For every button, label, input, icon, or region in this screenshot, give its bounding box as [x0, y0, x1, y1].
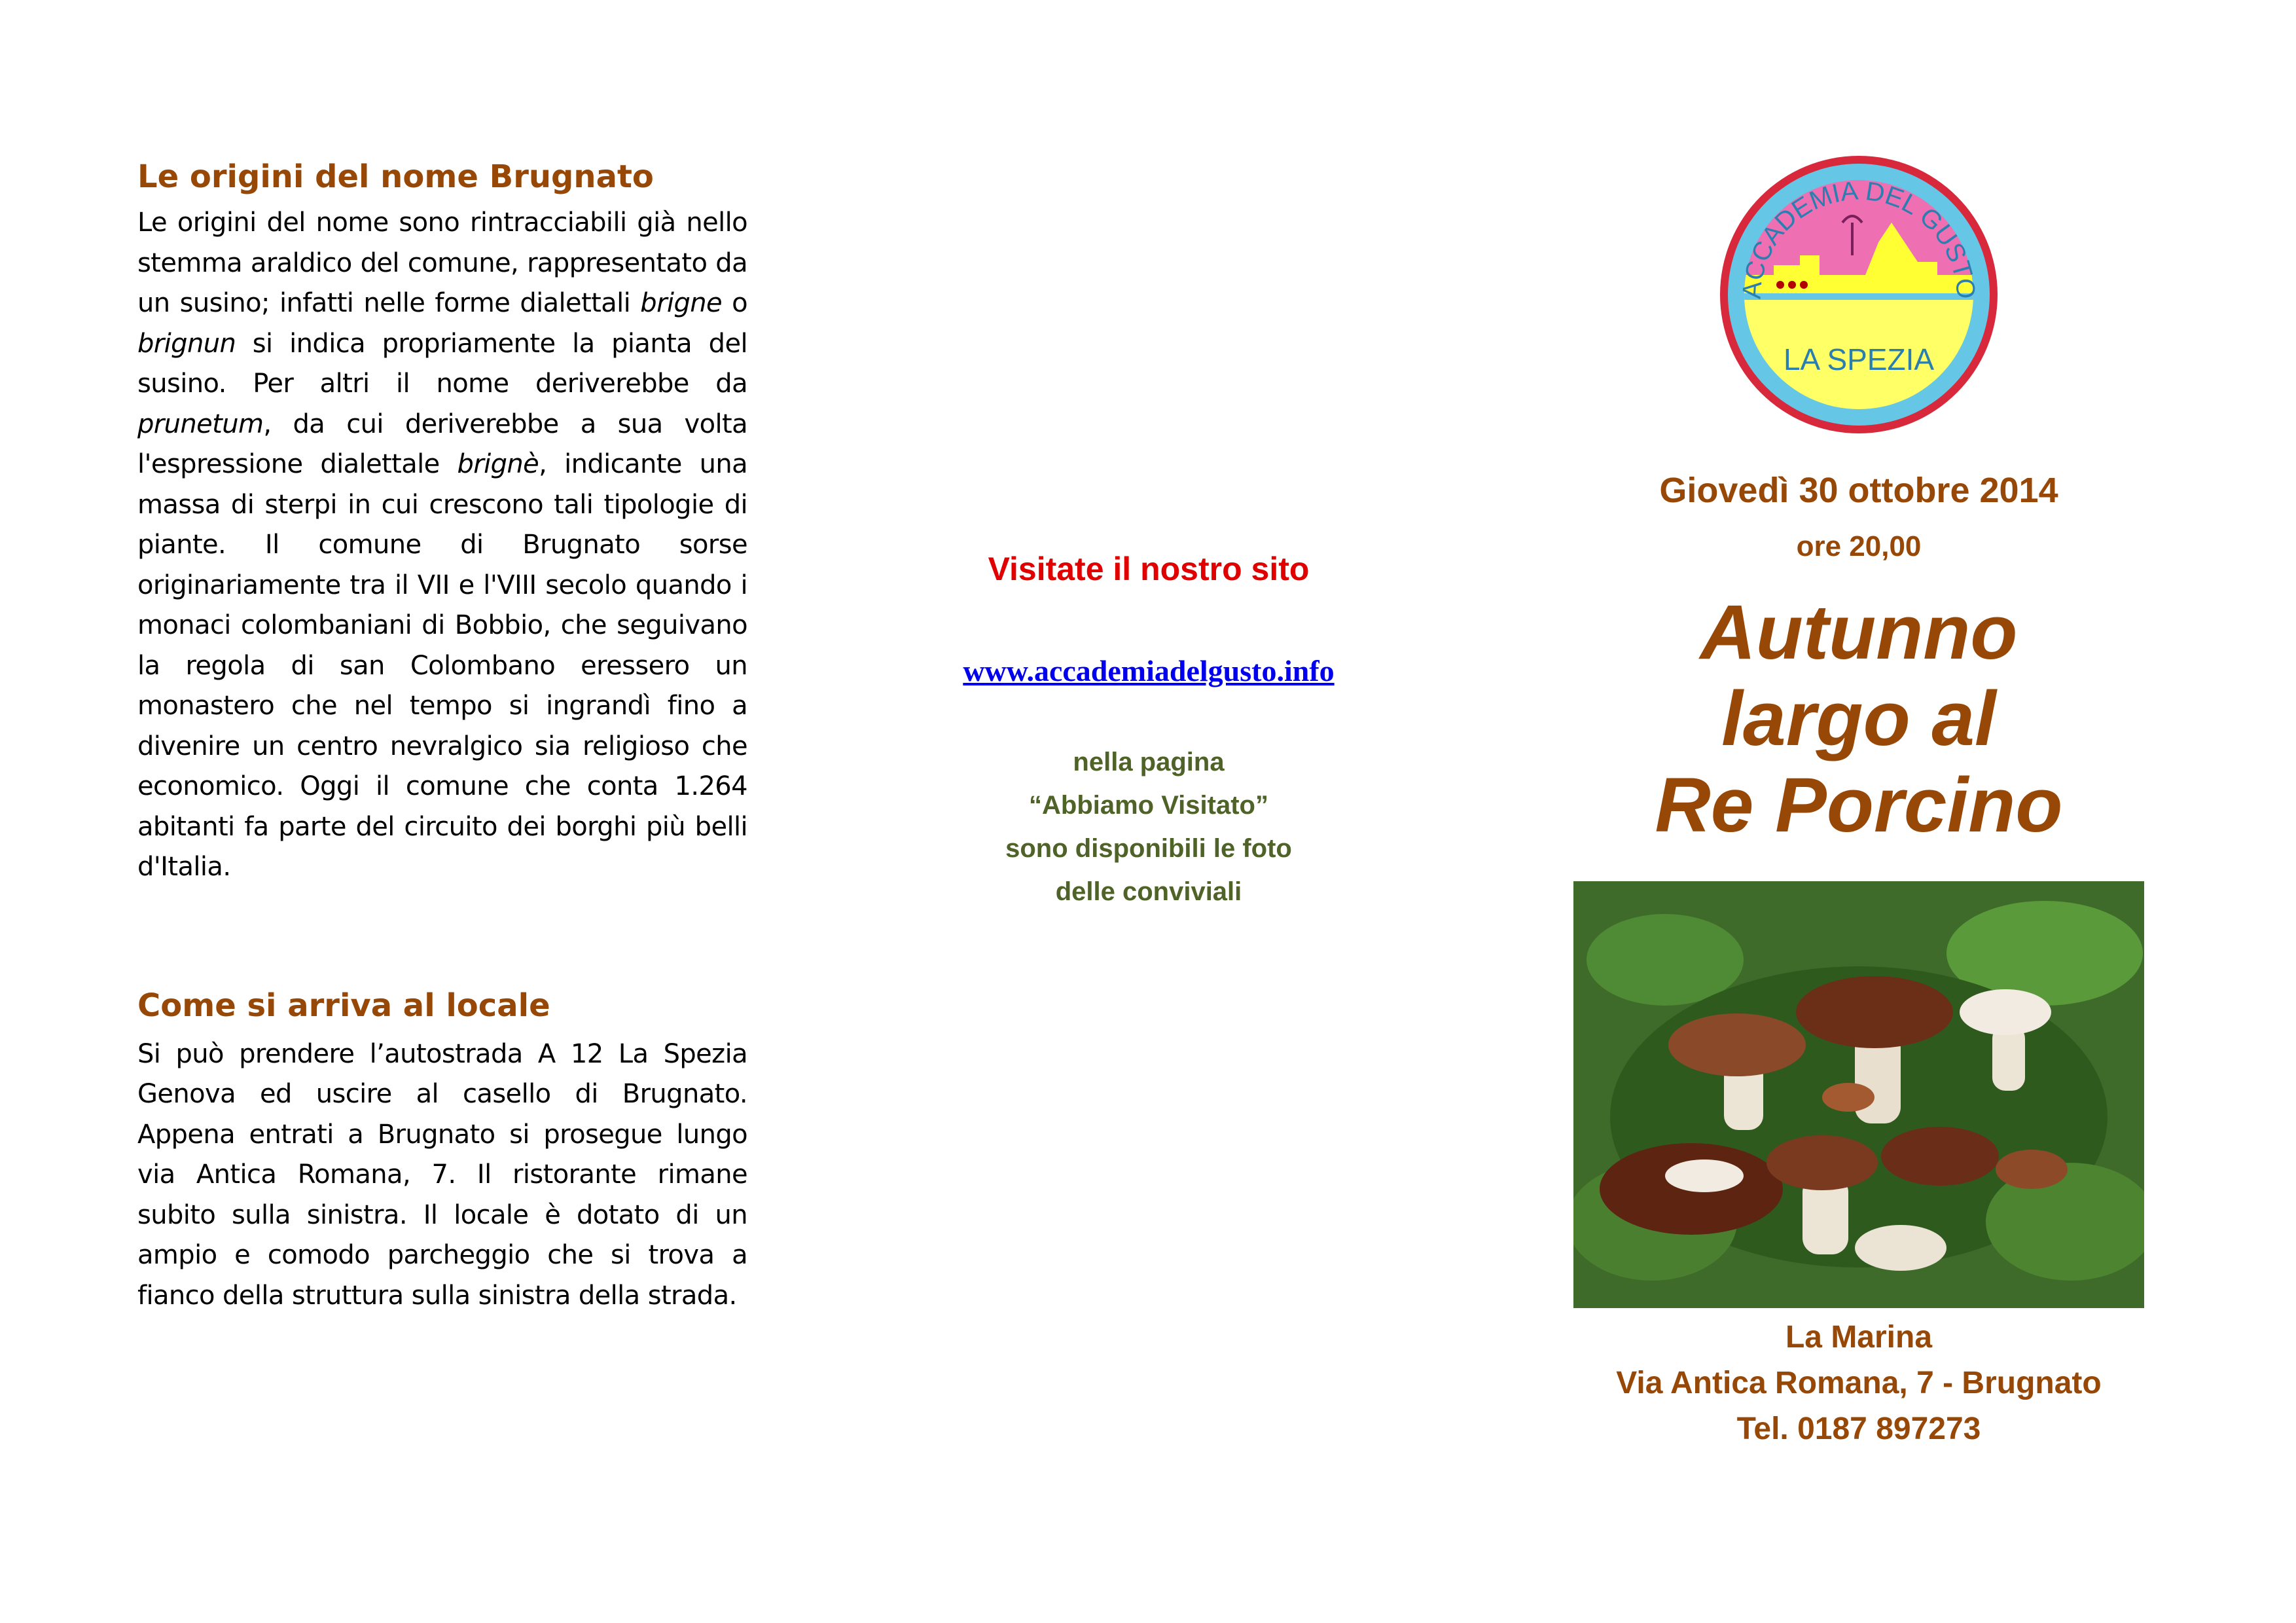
logo-top-text: ACCADEMIA DEL GUSTO [1737, 176, 1981, 301]
logo-dot-icon [1788, 281, 1796, 289]
origins-italic-brignun: brignun [137, 328, 236, 359]
origins-italic-prunetum: prunetum [137, 409, 264, 439]
mushroom-cap [1881, 1127, 1999, 1186]
event-date: Giovedì 30 ottobre 2014 [1659, 471, 2058, 510]
origins-heading: Le origini del nome Brugnato [137, 158, 654, 195]
photo-leaf [1587, 914, 1744, 1006]
title-line: largo al [1721, 676, 1996, 762]
title-line: Re Porcino [1655, 762, 2063, 848]
origins-italic-brigne: brigne [640, 288, 722, 318]
venue-address: Via Antica Romana, 7 - Brugnato [1616, 1366, 2102, 1400]
origins-text-1: Le origini del nome sono rintracciabili già nello stemma araldico del comune, rappresentato da un susino; infatti nelle forme dialettali [137, 208, 747, 318]
note-line: “Abbiamo Visitato” [1029, 791, 1268, 820]
note-line: sono disponibili le foto [1005, 834, 1292, 863]
mushroom-cap [1796, 976, 1953, 1048]
logo-dot-icon [1776, 281, 1784, 289]
mushroom-cap [1668, 1013, 1806, 1076]
directions-section [137, 986, 747, 1317]
logo-dot-icon [1800, 281, 1808, 289]
right-column [1532, 151, 2186, 1452]
origins-italic-brigne2: brignè [457, 449, 539, 479]
visit-site-text: Visitate il nostro sito [988, 551, 1310, 587]
directions-heading: Come si arriva al locale [137, 987, 550, 1024]
logo-bottom-text: LA SPEZIA [1783, 342, 1935, 376]
venue-name: La Marina [1785, 1320, 1933, 1355]
left-column [137, 157, 747, 1316]
event-time: ore 20,00 [1796, 530, 1922, 562]
logo-blue-divider [1741, 293, 1977, 300]
origins-text-5: , indicante una massa di sterpi in cui crescono tali tipologie di piante. Il comune di Brugnato sorse originariamente tra il VII e l'VIII secolo quando i monaci colombaniani di Bobbio, che seguivano la regola di san Colombano eressero un monastero che nel tempo si ingrandì fino a divenire un centro nevralgico sia religioso che economico. Oggi il comune che conta 1.264 abitanti fa parte del circuito dei borghi più belli d'Italia. [137, 449, 747, 882]
mushroom-cap [1767, 1135, 1878, 1190]
event-title [1532, 589, 2186, 848]
mushroom-cap [1996, 1150, 2068, 1189]
note-line: delle conviviali [1055, 877, 1242, 906]
directions-paragraph: Si può prendere l’autostrada A 12 La Spezia Genova ed uscire al casello di Brugnato. Appena entrati a Brugnato si prosegue lungo via Antica Romana, 7. Il ristorante rimane subito sulla sinistra. Il locale è dotato di un ampio e comodo parcheggio che si trova a fianco della struttura sulla sinistra della strada. [137, 1038, 747, 1311]
mushroom-cap [1960, 989, 2051, 1035]
origins-text-2: o [722, 288, 747, 318]
mushroom-cap [1822, 1083, 1874, 1112]
mushroom-stem-base [1855, 1225, 1946, 1271]
photos-note [903, 740, 1394, 913]
venue-phone: Tel. 0187 897273 [1736, 1412, 1981, 1446]
accademia-logo [1715, 151, 2003, 439]
origins-paragraph [137, 203, 747, 888]
middle-column [903, 550, 1394, 913]
title-line: Autunno [1700, 589, 2018, 676]
mushroom-stem [1992, 1025, 2025, 1091]
origins-text-3: si indica propriamente la pianta del susino. Per altri il nome deriverebbe da [137, 328, 747, 399]
origins-text-4: , da cui deriverebbe a sua volta l'espressione dialettale [137, 409, 747, 479]
mushroom-cap-spot [1665, 1159, 1744, 1192]
venue-block [1532, 1315, 2186, 1452]
website-link[interactable]: www.accademiadelgusto.info [963, 654, 1335, 687]
porcini-mushrooms-photo [1573, 881, 2144, 1308]
note-line: nella pagina [1073, 748, 1225, 776]
